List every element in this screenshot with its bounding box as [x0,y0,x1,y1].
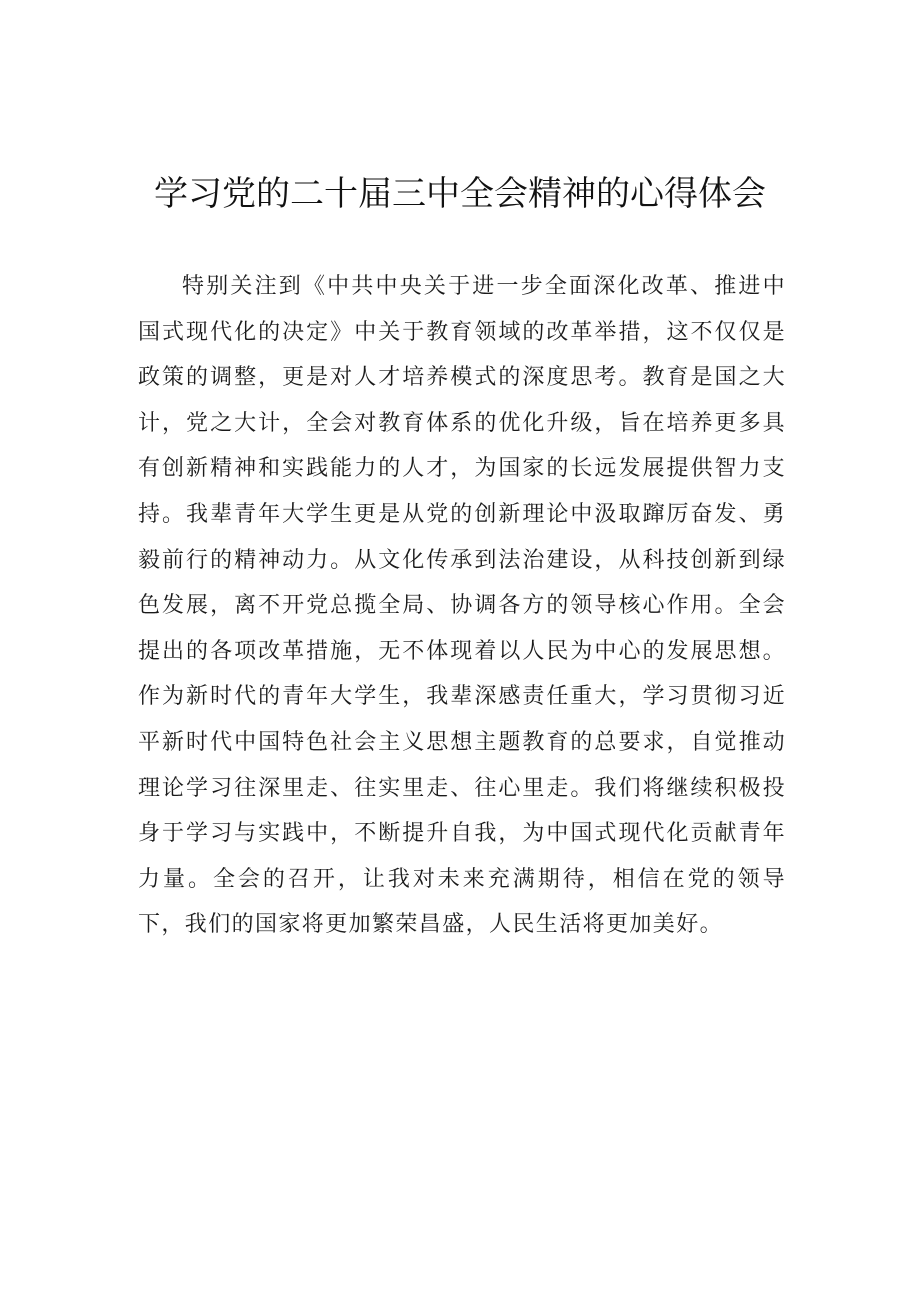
document-title: 学习党的二十届三中全会精神的心得体会 [154,174,766,214]
body-paragraph: 特别关注到《中共中央关于进一步全面深化改革、推进中国式现代化的决定》中关于教育领域的改革举措，这不仅仅是政策的调整，更是对人才培养模式的深度思考。教育是国之大计，党之大计，全会对教育体系的优化升级，旨在培养更多具有创新精神和实践能力的人才，为国家的长远发展提供智力支持。我辈青年大学生更是从党的创新理论中汲取蹿厉奋发、勇毅前行的精神动力。从文化传承到法治建设，从科技创新到绿色发展，离不开党总揽全局、协调各方的领导核心作用。全会提出的各项改革措施，无不体现着以人民为中心的发展思想。作为新时代的青年大学生，我辈深感责任重大，学习贯彻习近平新时代中国特色社会主义思想主题教育的总要求，自觉推动理论学习往深里走、往实里走、往心里走。我们将继续积极投身于学习与实践中，不断提升自我，为中国式现代化贡献青年力量。全会的召开，让我对未来充满期待，相信在党的领导下，我们的国家将更加繁荣昌盛，人民生活将更加美好。 [138,274,786,938]
